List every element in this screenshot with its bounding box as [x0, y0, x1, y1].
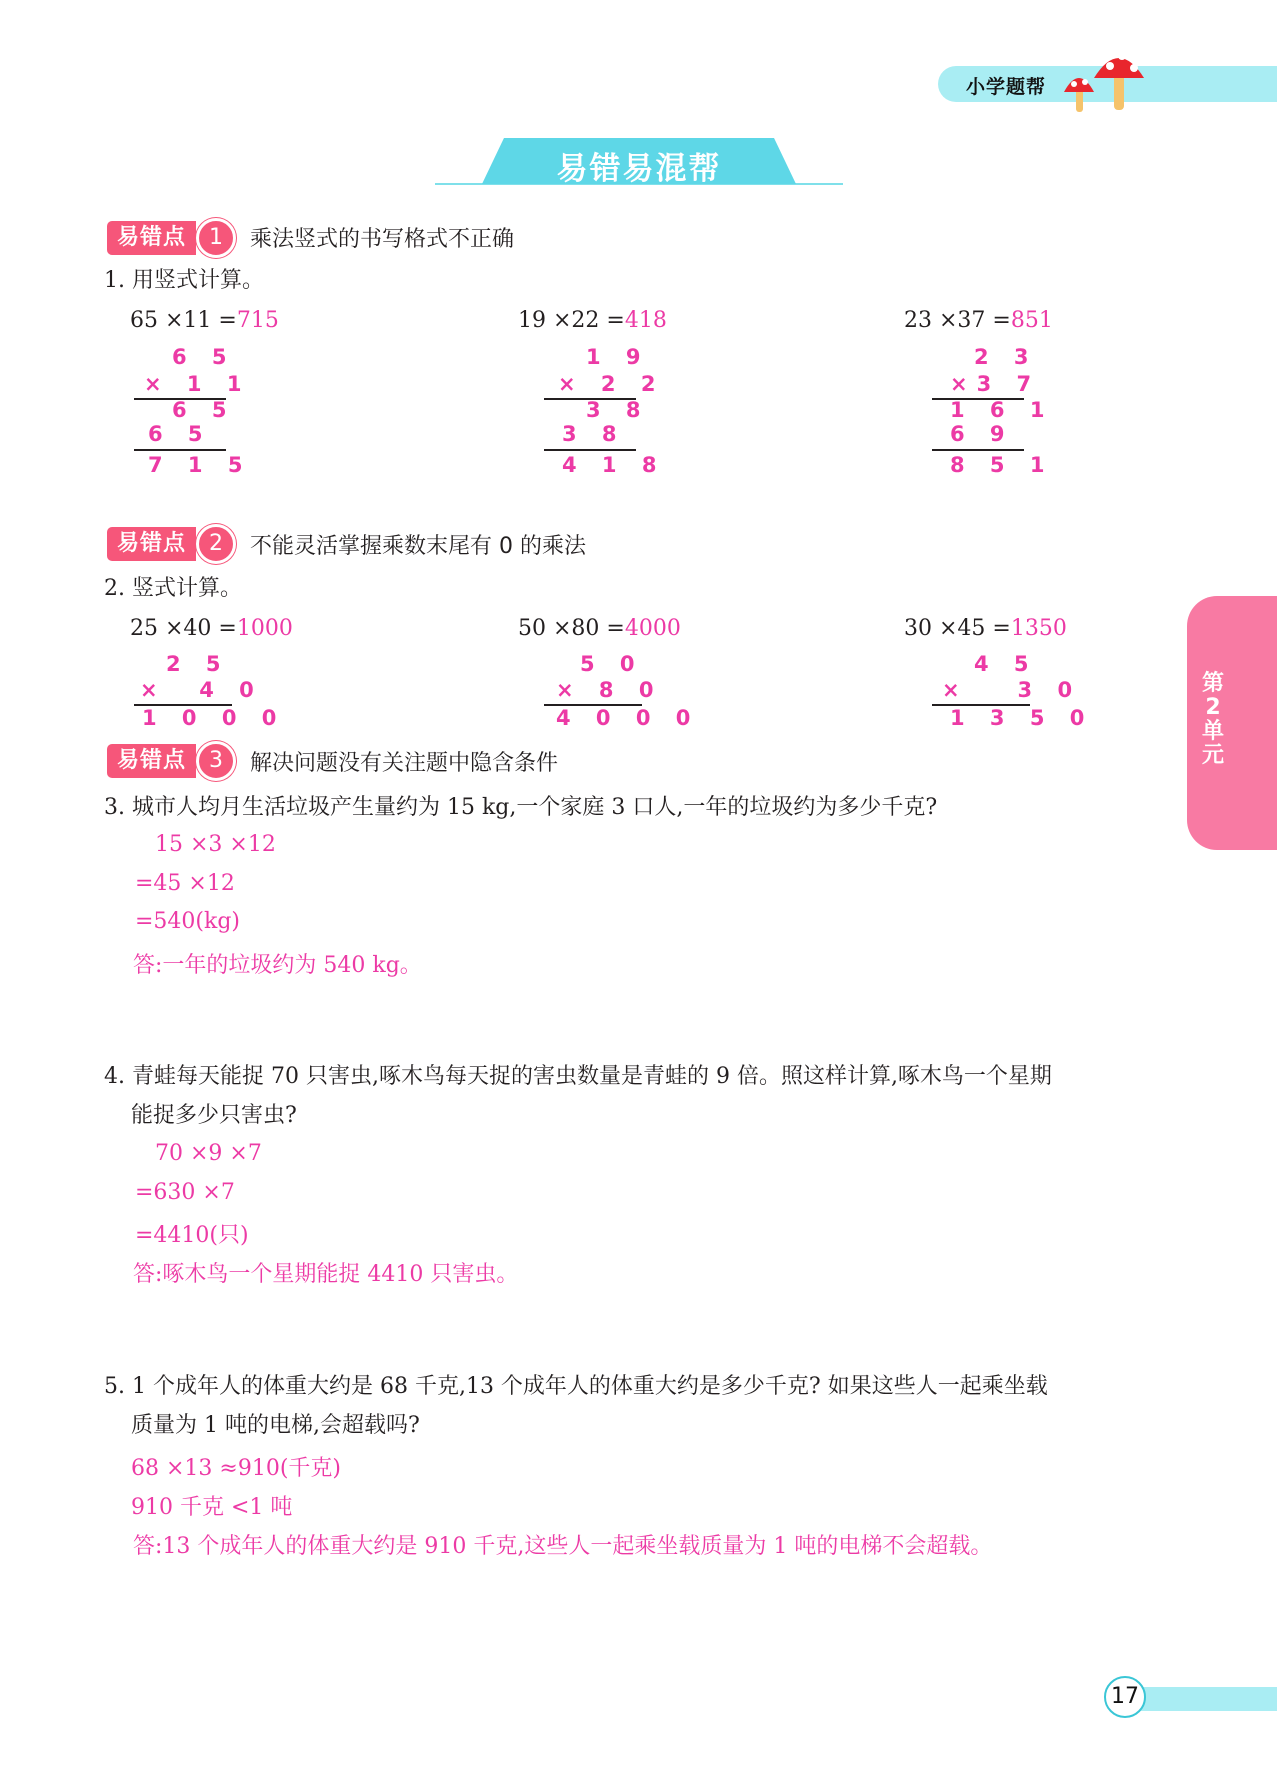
question-2-stem: 2. 竖式计算。 [104, 576, 242, 601]
expression: 50 ×80 = [518, 616, 625, 641]
divider-line [544, 449, 636, 451]
section-title-3: 解决问题没有关注题中隐含条件 [250, 751, 559, 776]
mushroom-icon [1058, 44, 1148, 116]
unit-label-char: 2 [1205, 695, 1221, 720]
q3-step-3: =540(kg) [135, 909, 241, 934]
q2-problem-1 [130, 616, 293, 641]
multiplier: × 1 1 [144, 372, 251, 396]
product: 1 0 0 0 [142, 706, 286, 730]
product: 7 1 5 [148, 453, 252, 477]
expression: 25 ×40 = [130, 616, 237, 641]
page-number-bar [1138, 1687, 1277, 1711]
divider-line [932, 449, 1024, 451]
answer: 715 [236, 308, 279, 333]
question-1-stem: 1. 用竖式计算。 [104, 268, 264, 293]
multiplicand: 1 9 [586, 345, 650, 369]
q3-step-2: =45 ×12 [135, 871, 235, 896]
q5-step-1: 68 ×13 ≈910(千克) [131, 1456, 341, 1481]
question-4-stem-line2: 能捉多少只害虫? [131, 1103, 297, 1128]
error-point-tag-2 [107, 524, 236, 564]
partial-product: 6 9 [950, 422, 1014, 446]
product: 1 3 5 0 [950, 706, 1094, 730]
tag-label: 易错点 [107, 221, 196, 255]
unit-label-char: 元 [1201, 743, 1224, 768]
q4-step-2: =630 ×7 [135, 1180, 235, 1205]
q4-answer: 答:啄木鸟一个星期能捉 4410 只害虫。 [133, 1262, 519, 1287]
multiplier: × 8 0 [556, 678, 663, 702]
q1-problem-1 [130, 308, 279, 333]
banner-title: 易错易混帮 [556, 151, 722, 187]
tag-number: 3 [196, 741, 236, 781]
q3-step-1: 15 ×3 ×12 [155, 832, 276, 857]
multiplier: × 3 0 [942, 678, 1082, 702]
error-point-tag-1 [107, 218, 236, 258]
multiplier: ×3 7 [950, 372, 1041, 396]
page-number: 17 [1104, 1676, 1146, 1718]
q2-problem-2 [518, 616, 681, 641]
product: 8 5 1 [950, 453, 1054, 477]
multiplier: × 4 0 [140, 678, 263, 702]
answer: 851 [1010, 308, 1053, 333]
multiplicand: 6 5 [172, 345, 236, 369]
partial-product: 6 5 [148, 422, 212, 446]
q3-answer: 答:一年的垃圾约为 540 kg。 [133, 953, 422, 978]
divider-line [134, 449, 226, 451]
tag-label: 易错点 [107, 744, 196, 778]
answer: 418 [624, 308, 667, 333]
question-5-stem-line1: 5. 1 个成年人的体重大约是 68 千克,13 个成年人的体重大约是多少千克? 如果这些人一起乘坐载 [104, 1374, 1048, 1399]
multiplicand: 4 5 [974, 652, 1038, 676]
question-4-stem-line1: 4. 青蛙每天能捉 70 只害虫,啄木鸟每天捉的害虫数量是青蛙的 9 倍。照这样计算,啄木鸟一个星期 [104, 1064, 1052, 1089]
expression: 30 ×45 = [904, 616, 1011, 641]
answer: 1350 [1010, 616, 1067, 641]
partial-product: 3 8 [562, 422, 626, 446]
product: 4 0 0 0 [556, 706, 700, 730]
error-point-tag-3 [107, 741, 236, 781]
answer: 1000 [236, 616, 293, 641]
multiplier: × 2 2 [558, 372, 665, 396]
partial-product: 1 6 1 [950, 398, 1054, 422]
q2-problem-3 [904, 616, 1067, 641]
section-title-2: 不能灵活掌握乘数末尾有 0 的乘法 [250, 534, 586, 559]
answer: 4000 [624, 616, 681, 641]
section-title-1: 乘法竖式的书写格式不正确 [250, 227, 515, 252]
unit-side-tab-label [1196, 672, 1230, 768]
product: 4 1 8 [562, 453, 666, 477]
unit-label-char: 单 [1201, 719, 1224, 744]
unit-label-char: 第 [1201, 671, 1224, 696]
tag-number: 1 [196, 218, 236, 258]
q5-answer: 答:13 个成年人的体重大约是 910 千克,这些人一起乘坐载质量为 1 吨的电梯不会超载。 [133, 1534, 993, 1559]
q1-problem-2 [518, 308, 667, 333]
q1-problem-3 [904, 308, 1053, 333]
multiplicand: 2 3 [974, 345, 1038, 369]
multiplicand: 5 0 [580, 652, 644, 676]
tag-number: 2 [196, 524, 236, 564]
expression: 19 ×22 = [518, 308, 625, 333]
partial-product: 3 8 [586, 398, 650, 422]
q4-step-3: =4410(只) [135, 1223, 249, 1248]
expression: 23 ×37 = [904, 308, 1011, 333]
q4-step-1: 70 ×9 ×7 [155, 1141, 262, 1166]
question-3-stem: 3. 城市人均月生活垃圾产生量约为 15 kg,一个家庭 3 口人,一年的垃圾约为多少千克? [104, 795, 938, 820]
question-5-stem-line2: 质量为 1 吨的电梯,会超载吗? [131, 1413, 420, 1438]
brand-label: 小学题帮 [966, 76, 1047, 98]
partial-product: 6 5 [172, 398, 236, 422]
tag-label: 易错点 [107, 527, 196, 561]
q5-step-2: 910 千克 <1 吨 [131, 1495, 293, 1520]
expression: 65 ×11 = [130, 308, 237, 333]
multiplicand: 2 5 [166, 652, 230, 676]
